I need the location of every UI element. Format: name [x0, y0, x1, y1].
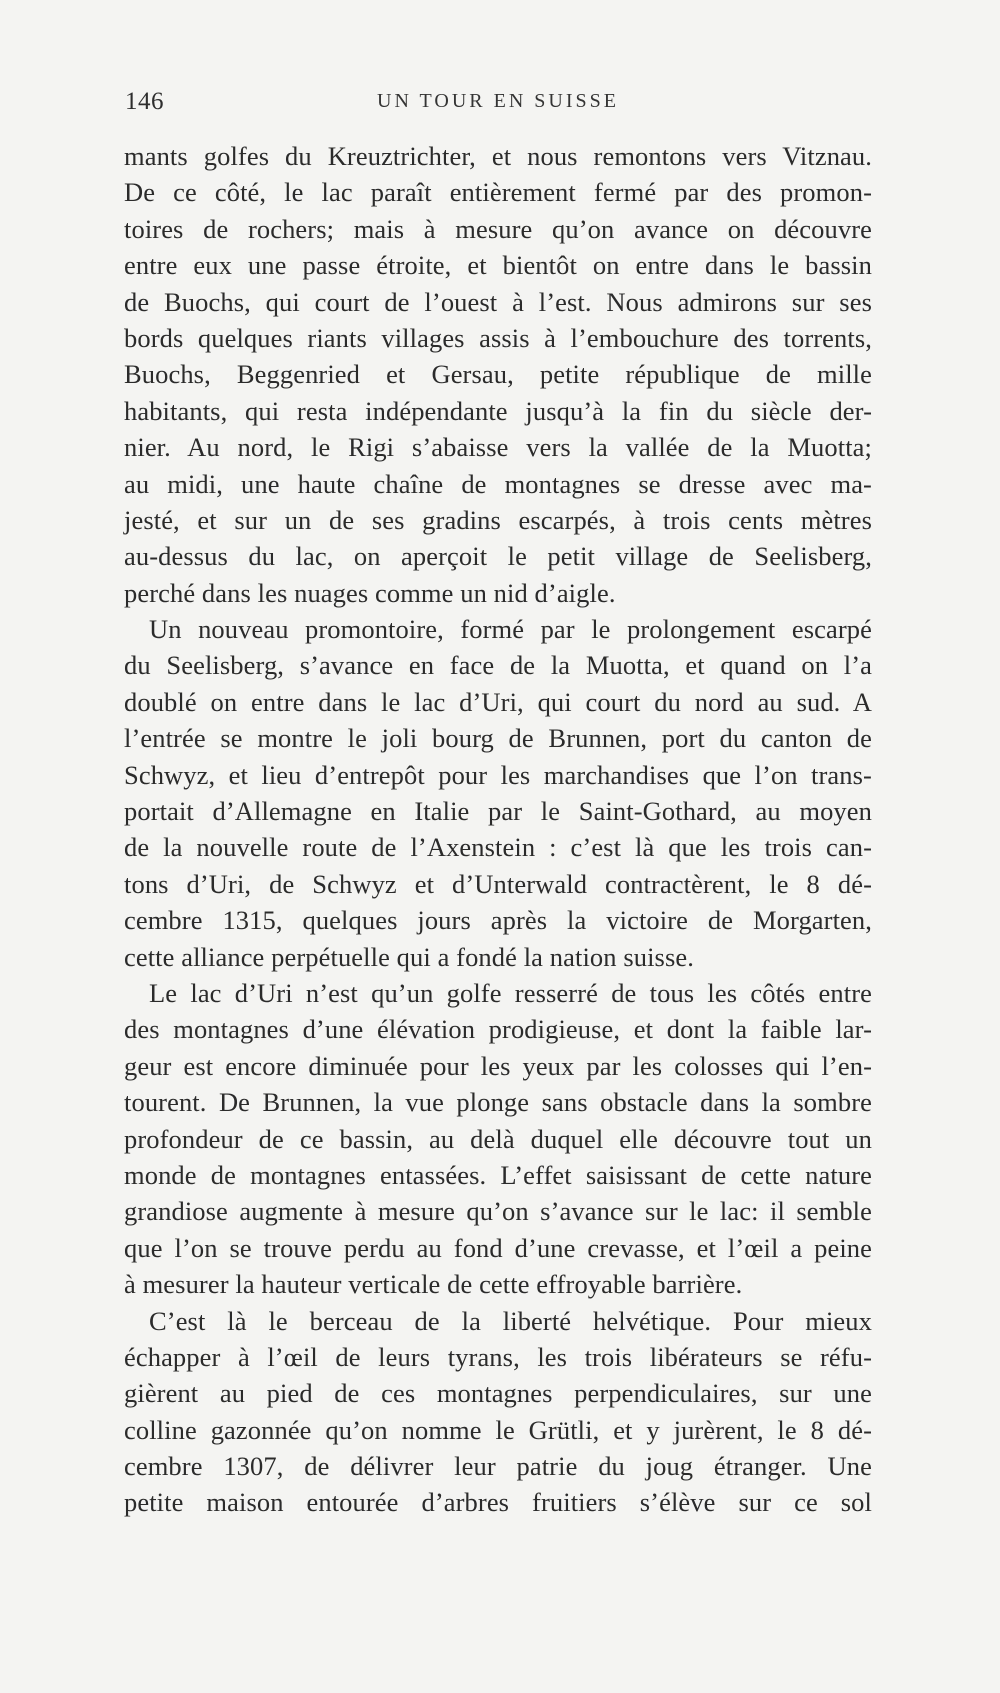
text-line: colline gazonnée qu’on nomme le Grütli, et y jurèrent, le 8 dé-: [124, 1414, 872, 1445]
text-line: grandiose augmente à mesure qu’on s’avance sur le lac: il semble: [124, 1196, 872, 1227]
page-header: [123, 88, 873, 118]
running-head: UN TOUR EN SUISSE: [377, 90, 619, 112]
paragraph-last-line: cette alliance perpétuelle qui a fondé la nation suisse.: [124, 941, 694, 972]
paragraph-last-line: à mesurer la hauteur verticale de cette effroyable barrière.: [124, 1269, 743, 1300]
text-line: tons d’Uri, de Schwyz et d’Unterwald contractèrent, le 8 dé-: [124, 868, 872, 899]
text-line: l’entrée se montre le joli bourg de Brunnen, port du canton de: [124, 723, 872, 754]
paragraph-last-line: perché dans les nuages comme un nid d’aigle.: [124, 577, 616, 608]
body-text: [124, 138, 872, 1521]
text-line: au-dessus du lac, on aperçoit le petit village de Seelisberg,: [124, 541, 872, 572]
text-line: au midi, une haute chaîne de montagnes se dresse avec ma-: [124, 468, 872, 499]
text-line: tourent. De Brunnen, la vue plonge sans obstacle dans la sombre: [124, 1087, 872, 1118]
text-line: monde de montagnes entassées. L’effet saisissant de cette nature: [124, 1159, 872, 1190]
text-line: que l’on se trouve perdu au fond d’une crevasse, et l’œil a peine: [124, 1232, 872, 1263]
text-line: geur est encore diminuée pour les yeux par les colosses qui l’en-: [124, 1050, 872, 1081]
paragraph-first-line: C’est là le berceau de la liberté helvétique. Pour mieux: [149, 1305, 872, 1336]
text-line: de la nouvelle route de l’Axenstein : c’est là que les trois can-: [124, 832, 872, 863]
text-line: mants golfes du Kreuztrichter, et nous remontons vers Vitznau.: [124, 141, 872, 171]
page-number: 146: [125, 88, 164, 115]
text-line: De ce côté, le lac paraît entièrement fermé par des promon-: [124, 177, 872, 208]
text-line: toires de rochers; mais à mesure qu’on avance on découvre: [124, 213, 872, 244]
text-line: échapper à l’œil de leurs tyrans, les trois libérateurs se réfu-: [124, 1341, 872, 1372]
text-line: cembre 1315, quelques jours après la victoire de Morgarten,: [124, 905, 872, 936]
text-line: gièrent au pied de ces montagnes perpendiculaires, sur une: [124, 1378, 872, 1409]
text-line: Schwyz, et lieu d’entrepôt pour les marchandises que l’on trans-: [124, 759, 872, 790]
paragraph-first-line: Un nouveau promontoire, formé par le prolongement escarpé: [149, 614, 872, 645]
text-line: profondeur de ce bassin, au delà duquel elle découvre tout un: [124, 1123, 872, 1154]
text-line: jesté, et sur un de ses gradins escarpés, à trois cents mètres: [124, 504, 872, 535]
text-line: entre eux une passe étroite, et bientôt on entre dans le bassin: [124, 250, 872, 281]
paragraph-first-line: Le lac d’Uri n’est qu’un golfe resserré de tous les côtés entre: [149, 977, 872, 1008]
text-line: des montagnes d’une élévation prodigieuse, et dont la faible lar-: [124, 1014, 872, 1045]
text-line: portait d’Allemagne en Italie par le Saint-Gothard, au moyen: [124, 796, 872, 827]
text-line: nier. Au nord, le Rigi s’abaisse vers la vallée de la Muotta;: [124, 432, 872, 463]
text-line: habitants, qui resta indépendante jusqu’à la fin du siècle der-: [124, 395, 872, 426]
text-line: doublé on entre dans le lac d’Uri, qui court du nord au sud. A: [124, 686, 872, 717]
text-line: petite maison entourée d’arbres fruitiers s’élève sur ce sol: [124, 1487, 872, 1518]
text-line: du Seelisberg, s’avance en face de la Muotta, et quand on l’a: [124, 650, 872, 681]
text-line: bords quelques riants villages assis à l’embouchure des torrents,: [124, 322, 872, 353]
text-line: de Buochs, qui court de l’ouest à l’est. Nous admirons sur ses: [124, 286, 872, 317]
text-line: Buochs, Beggenried et Gersau, petite république de mille: [124, 359, 872, 390]
text-line: cembre 1307, de délivrer leur patrie du joug étranger. Une: [124, 1451, 872, 1482]
